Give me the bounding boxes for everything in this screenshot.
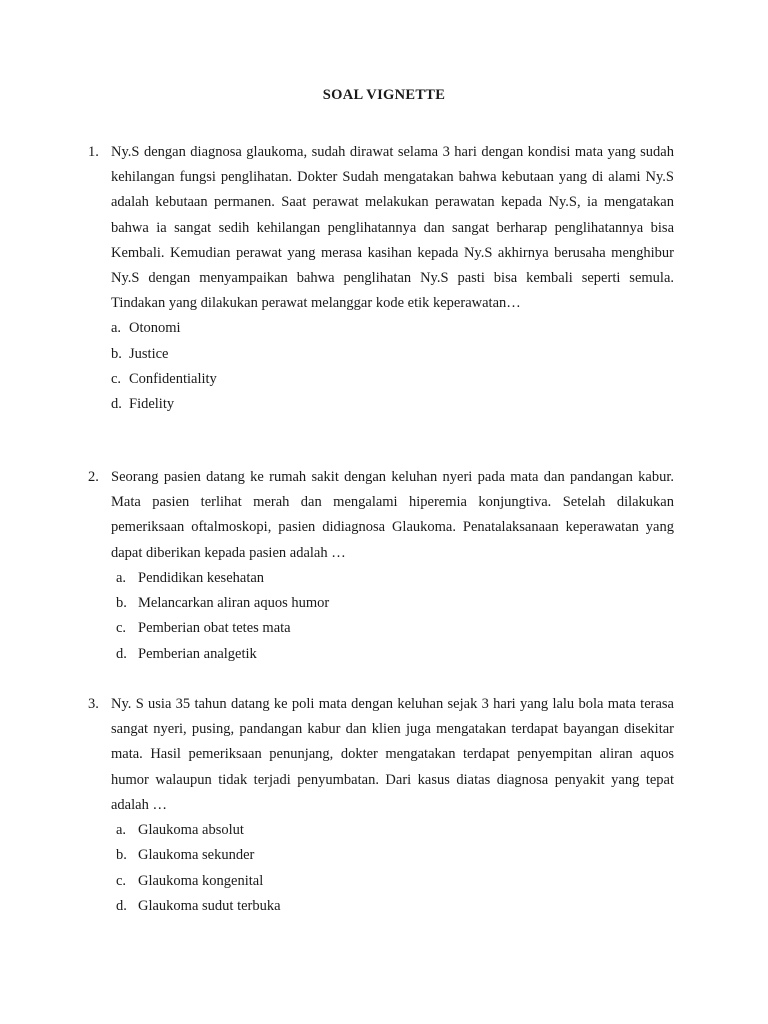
option-letter: a. [111,320,122,337]
option-letter: c. [116,872,127,889]
question-2 [88,465,674,667]
option-text: Pemberian obat tetes mata [138,620,291,637]
option-text: Fidelity [129,396,175,413]
option-text: Glaukoma absolut [138,822,244,839]
option-text: Melancarkan aliran aquos humor [138,595,330,612]
option-b [88,342,674,367]
option-letter: c. [116,620,127,637]
option-text: Glaukoma sekunder [138,847,255,864]
option-text: Glaukoma kongenital [138,872,264,889]
option-letter: d. [116,897,127,914]
question-text: Ny. S usia 35 tahun datang ke poli mata dengan keluhan sejak 3 hari yang lalu bola mata terasa sangat nyeri, pusing, pandangan kabur dan klien juga mengatakan terdapat bayangan disekitar mata. Hasil pemeriksaan penunjang, dokter mengatakan terdapat penyempitan aliran aquos humor walaupun tidak terjadi penyumbatan. Dari kasus diatas diagnosa penyakit yang tepat adalah … [111,696,674,813]
options-list [88,566,674,667]
option-letter: d. [116,645,127,662]
option-text: Justice [129,345,169,362]
question-number: 2. [88,469,99,485]
option-c [88,869,674,894]
option-letter: b. [116,595,127,612]
options-list [88,818,674,919]
option-letter: a. [116,822,127,839]
option-text: Otonomi [129,320,181,337]
option-b [88,591,674,616]
option-letter: c. [111,371,122,388]
option-a [88,316,674,341]
option-text: Confidentiality [129,371,217,388]
option-text: Pemberian analgetik [138,645,257,662]
option-a [88,566,674,591]
page-title: SOAL VIGNETTE [322,87,446,103]
question-number: 3. [88,696,99,712]
question-number: 1. [88,144,99,160]
option-text: Glaukoma sudut terbuka [138,897,281,914]
option-b [88,843,674,868]
option-d [88,642,674,667]
option-letter: b. [111,345,122,362]
option-c [88,367,674,392]
question-text: Ny.S dengan diagnosa glaukoma, sudah dirawat selama 3 hari dengan kondisi mata yang sudah kehilangan fungsi penglihatan. Dokter Sudah mengatakan bahwa kebutaan yang di alami Ny.S adalah kebutaan permanen. Saat perawat melakukan perawatan kepada Ny.S, ia mengatakan bahwa ia sangat sedih kehilangan penglihatannya dan sangat berharap penglihatannya bisa Kembali. Kemudian perawat yang merasa kasihan kepada Ny.S akhirnya berusaha menghibur Ny.S dengan menyampaikan bahwa penglihatan Ny.S pasti bisa kembali seperti semula. Tindakan yang dilakukan perawat melanggar kode etik keperawatan… [111,144,674,312]
question-3 [88,692,674,919]
option-c [88,616,674,641]
option-a [88,818,674,843]
option-d [88,392,674,417]
option-letter: b. [116,847,127,864]
option-letter: d. [111,396,122,413]
question-text: Seorang pasien datang ke rumah sakit dengan keluhan nyeri pada mata dan pandangan kabur. Mata pasien terlihat merah dan mengalami hiperemia konjungtiva. Setelah dilakukan pemeriksaan oftalmoskopi, pasien didiagnosa Glaukoma. Penatalaksanaan keperawatan yang dapat diberikan kepada pasien adalah … [111,469,674,561]
option-letter: a. [116,569,127,586]
question-1 [88,140,674,418]
option-d [88,894,674,919]
options-list [88,316,674,417]
option-text: Pendidikan kesehatan [138,569,265,586]
